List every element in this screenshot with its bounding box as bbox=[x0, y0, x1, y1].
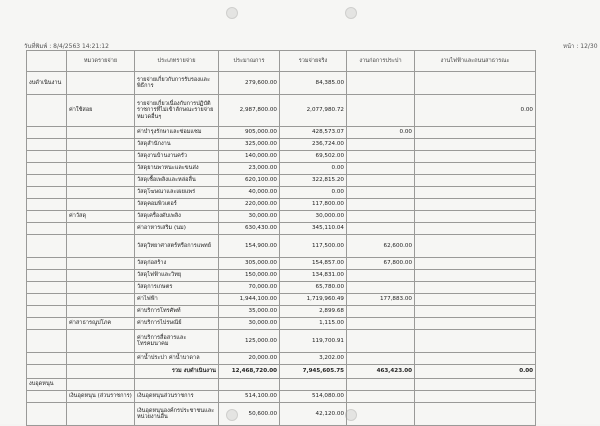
table-cell bbox=[347, 72, 415, 95]
table-cell: วัสดุก่อสร้าง bbox=[135, 258, 219, 270]
table-cell: 514,080.00 bbox=[280, 391, 347, 403]
table-cell bbox=[347, 318, 415, 330]
table-row bbox=[27, 72, 536, 95]
table-cell bbox=[415, 187, 536, 199]
table-cell: 125,000.00 bbox=[219, 330, 280, 353]
table-row bbox=[27, 163, 536, 175]
table-cell: 20,000.00 bbox=[219, 353, 280, 365]
table-cell bbox=[415, 139, 536, 151]
table-cell: 1,719,960.49 bbox=[280, 294, 347, 306]
table-cell bbox=[415, 330, 536, 353]
table-cell bbox=[67, 175, 135, 187]
table-cell: 1,944,100.00 bbox=[219, 294, 280, 306]
table-cell bbox=[67, 353, 135, 365]
table-cell bbox=[67, 306, 135, 318]
table-row bbox=[27, 235, 536, 258]
table-cell bbox=[67, 127, 135, 139]
table-cell bbox=[27, 211, 67, 223]
table-cell bbox=[27, 270, 67, 282]
table-body bbox=[27, 72, 536, 426]
table-cell: 117,800.00 bbox=[280, 199, 347, 211]
table-cell: 428,573.07 bbox=[280, 127, 347, 139]
table-cell: วัสดุเครื่องดับเพลิง bbox=[135, 211, 219, 223]
table-row bbox=[27, 95, 536, 127]
table-cell: วัสดุคอมพิวเตอร์ bbox=[135, 199, 219, 211]
table-cell bbox=[415, 163, 536, 175]
table-cell: วัสดุงานบ้านงานครัว bbox=[135, 151, 219, 163]
table-cell: รวม งบดำเนินงาน bbox=[135, 365, 219, 379]
table-cell: วัสดุเชื้อเพลิงและหล่อลื่น bbox=[135, 175, 219, 187]
table-cell bbox=[27, 223, 67, 235]
table-cell bbox=[67, 270, 135, 282]
table-cell bbox=[27, 187, 67, 199]
table-cell bbox=[415, 235, 536, 258]
table-cell: ค่าสาธารณูปโภค bbox=[67, 318, 135, 330]
table-row bbox=[27, 391, 536, 403]
table-cell: 30,000.00 bbox=[280, 211, 347, 223]
table-cell bbox=[27, 353, 67, 365]
table-cell: 620,100.00 bbox=[219, 175, 280, 187]
table-row bbox=[27, 270, 536, 282]
table-cell: 119,700.91 bbox=[280, 330, 347, 353]
table-row bbox=[27, 379, 536, 391]
table-cell bbox=[135, 379, 219, 391]
table-cell bbox=[347, 199, 415, 211]
table-cell bbox=[67, 151, 135, 163]
table-cell bbox=[27, 306, 67, 318]
table-cell: 150,000.00 bbox=[219, 270, 280, 282]
table-cell bbox=[67, 330, 135, 353]
table-cell: 1,115.00 bbox=[280, 318, 347, 330]
punch-hole-top bbox=[345, 7, 357, 19]
table-cell: 140,000.00 bbox=[219, 151, 280, 163]
table-cell: 62,600.00 bbox=[347, 235, 415, 258]
table-cell: 236,724.00 bbox=[280, 139, 347, 151]
table-cell: งบอุดหนุน bbox=[27, 379, 67, 391]
table-cell bbox=[27, 258, 67, 270]
table-cell: 0.00 bbox=[415, 365, 536, 379]
print-date: วันที่พิมพ์ : 8/4/2563 14:21:12 bbox=[24, 43, 109, 50]
table-cell bbox=[347, 163, 415, 175]
table-cell bbox=[347, 270, 415, 282]
table-cell: 0.00 bbox=[347, 127, 415, 139]
table-cell bbox=[415, 379, 536, 391]
table-cell bbox=[27, 127, 67, 139]
column-header: ประเภทรายจ่าย bbox=[135, 51, 219, 72]
table-row bbox=[27, 199, 536, 211]
table-cell bbox=[347, 379, 415, 391]
table-cell bbox=[347, 95, 415, 127]
table-cell bbox=[347, 353, 415, 365]
table-row bbox=[27, 211, 536, 223]
table-cell: 0.00 bbox=[415, 95, 536, 127]
table-cell: 2,899.68 bbox=[280, 306, 347, 318]
table-cell: 30,000.00 bbox=[219, 211, 280, 223]
table-cell bbox=[27, 199, 67, 211]
table-row bbox=[27, 403, 536, 426]
table-cell bbox=[415, 318, 536, 330]
table-cell bbox=[415, 199, 536, 211]
table-cell bbox=[27, 282, 67, 294]
column-header: รวมจ่ายจริง bbox=[280, 51, 347, 72]
table-row bbox=[27, 353, 536, 365]
table-cell bbox=[67, 223, 135, 235]
table-cell bbox=[347, 306, 415, 318]
table-row bbox=[27, 306, 536, 318]
table-cell: 514,100.00 bbox=[219, 391, 280, 403]
table-cell bbox=[415, 223, 536, 235]
table-cell: 30,000.00 bbox=[219, 318, 280, 330]
table-cell bbox=[67, 282, 135, 294]
table-cell: 70,000.00 bbox=[219, 282, 280, 294]
table-cell bbox=[67, 187, 135, 199]
table-cell bbox=[347, 211, 415, 223]
table-cell: รายจ่ายเกี่ยวกับการรับรองและพิธีการ bbox=[135, 72, 219, 95]
table-row bbox=[27, 151, 536, 163]
table-cell bbox=[347, 139, 415, 151]
page-number: หน้า : 12/30 bbox=[563, 43, 598, 50]
table-cell: 630,430.00 bbox=[219, 223, 280, 235]
table-cell: 220,000.00 bbox=[219, 199, 280, 211]
table-cell bbox=[347, 175, 415, 187]
table-cell: เงินอุดหนุนส่วนราชการ bbox=[135, 391, 219, 403]
table-cell bbox=[27, 175, 67, 187]
table-cell bbox=[67, 365, 135, 379]
table-row bbox=[27, 223, 536, 235]
table-cell: 2,077,980.72 bbox=[280, 95, 347, 127]
table-cell: 279,600.00 bbox=[219, 72, 280, 95]
column-header: หมวดรายจ่าย bbox=[67, 51, 135, 72]
table-cell bbox=[347, 282, 415, 294]
punch-hole-top bbox=[226, 7, 238, 19]
table-cell bbox=[67, 139, 135, 151]
table-cell bbox=[67, 199, 135, 211]
table-cell: 154,857.00 bbox=[280, 258, 347, 270]
table-cell: วัสดุโฆษณาและเผยแพร่ bbox=[135, 187, 219, 199]
table-cell: 42,120.00 bbox=[280, 403, 347, 426]
table-cell: 2,987,800.00 bbox=[219, 95, 280, 127]
table-cell bbox=[27, 330, 67, 353]
table-cell: 154,900.00 bbox=[219, 235, 280, 258]
table-cell bbox=[415, 151, 536, 163]
budget-table bbox=[26, 50, 536, 426]
table-cell: ค่าบำรุงรักษาและซ่อมแซม bbox=[135, 127, 219, 139]
table-cell: ค่าอาหารเสริม (นม) bbox=[135, 223, 219, 235]
table-cell bbox=[27, 235, 67, 258]
table-cell bbox=[415, 258, 536, 270]
column-header: ประมาณการ bbox=[219, 51, 280, 72]
table-cell bbox=[67, 294, 135, 306]
table-cell bbox=[27, 318, 67, 330]
table-cell: ค่าบริการไปรษณีย์ bbox=[135, 318, 219, 330]
table-cell: 177,883.00 bbox=[347, 294, 415, 306]
table-cell: เงินอุดหนุน (ส่วนราชการ) bbox=[67, 391, 135, 403]
table-cell bbox=[347, 187, 415, 199]
table-cell: 69,502.00 bbox=[280, 151, 347, 163]
table-cell bbox=[347, 403, 415, 426]
total-row bbox=[27, 365, 536, 379]
table-cell: 134,831.00 bbox=[280, 270, 347, 282]
table-cell: ค่าไฟฟ้า bbox=[135, 294, 219, 306]
table-cell bbox=[27, 139, 67, 151]
table-cell: ค่าวัสดุ bbox=[67, 211, 135, 223]
table-cell bbox=[415, 306, 536, 318]
table-cell: วัสดุสำนักงาน bbox=[135, 139, 219, 151]
table-row bbox=[27, 282, 536, 294]
table-cell: 905,000.00 bbox=[219, 127, 280, 139]
table-cell bbox=[347, 223, 415, 235]
table-cell bbox=[280, 379, 347, 391]
table-cell: 117,500.00 bbox=[280, 235, 347, 258]
table-row bbox=[27, 127, 536, 139]
table-cell bbox=[67, 72, 135, 95]
table-row bbox=[27, 258, 536, 270]
table-cell: เงินอุดหนุนองค์กรประชาชนและหน่วยงานอื่น bbox=[135, 403, 219, 426]
table-cell bbox=[415, 72, 536, 95]
column-header: งานไฟฟ้าและถนนสาธารณะ bbox=[415, 51, 536, 72]
table-cell: 3,202.00 bbox=[280, 353, 347, 365]
table-cell: 322,815.20 bbox=[280, 175, 347, 187]
table-row bbox=[27, 175, 536, 187]
table-cell: 0.00 bbox=[280, 187, 347, 199]
table-cell bbox=[67, 163, 135, 175]
table-cell: 40,000.00 bbox=[219, 187, 280, 199]
table-cell: 7,945,605.75 bbox=[280, 365, 347, 379]
table-cell bbox=[415, 282, 536, 294]
table-cell bbox=[415, 403, 536, 426]
table-cell bbox=[415, 211, 536, 223]
table-cell: ค่าบริการสื่อสารและโทรคมนาคม bbox=[135, 330, 219, 353]
table-cell bbox=[27, 403, 67, 426]
table-cell bbox=[67, 379, 135, 391]
table-cell: วัสดุวิทยาศาสตร์หรือการแพทย์ bbox=[135, 235, 219, 258]
table-cell bbox=[27, 391, 67, 403]
table-cell bbox=[219, 379, 280, 391]
table-cell: วัสดุไฟฟ้าและวิทยุ bbox=[135, 270, 219, 282]
table-cell bbox=[415, 391, 536, 403]
table-row bbox=[27, 294, 536, 306]
table-cell: งบดำเนินงาน bbox=[27, 72, 67, 95]
table-cell: 65,780.00 bbox=[280, 282, 347, 294]
table-cell: ค่าบริการโทรศัพท์ bbox=[135, 306, 219, 318]
table-cell: 305,000.00 bbox=[219, 258, 280, 270]
table-header-row bbox=[27, 51, 536, 72]
table-cell: 345,110.04 bbox=[280, 223, 347, 235]
table-cell bbox=[415, 270, 536, 282]
column-header: งานก่อการประปา bbox=[347, 51, 415, 72]
table-row bbox=[27, 318, 536, 330]
table-cell: 67,800.00 bbox=[347, 258, 415, 270]
table-row bbox=[27, 139, 536, 151]
table-cell: 325,000.00 bbox=[219, 139, 280, 151]
table-cell bbox=[27, 163, 67, 175]
table-cell: วัสดุการเกษตร bbox=[135, 282, 219, 294]
table-cell bbox=[347, 151, 415, 163]
table-cell bbox=[67, 258, 135, 270]
table-cell: วัสดุยานพาหนะและขนส่ง bbox=[135, 163, 219, 175]
table-cell bbox=[415, 294, 536, 306]
table-cell: 50,600.00 bbox=[219, 403, 280, 426]
table-cell: 463,423.00 bbox=[347, 365, 415, 379]
table-cell: 23,000.00 bbox=[219, 163, 280, 175]
table-cell bbox=[27, 294, 67, 306]
table-cell bbox=[347, 330, 415, 353]
table-cell bbox=[347, 391, 415, 403]
table-cell: 84,385.00 bbox=[280, 72, 347, 95]
table-cell bbox=[415, 353, 536, 365]
table-cell: 12,468,720.00 bbox=[219, 365, 280, 379]
table-cell bbox=[67, 235, 135, 258]
table-cell: ค่าใช้สอย bbox=[67, 95, 135, 127]
table-row bbox=[27, 187, 536, 199]
table-cell bbox=[27, 365, 67, 379]
column-header bbox=[27, 51, 67, 72]
table-cell bbox=[67, 403, 135, 426]
table-cell bbox=[415, 175, 536, 187]
table-cell: 35,000.00 bbox=[219, 306, 280, 318]
table-cell bbox=[415, 127, 536, 139]
table-row bbox=[27, 330, 536, 353]
table-cell bbox=[27, 151, 67, 163]
table-cell bbox=[27, 95, 67, 127]
table-cell: ค่าน้ำประปา ค่าน้ำบาดาล bbox=[135, 353, 219, 365]
table-cell: 0.00 bbox=[280, 163, 347, 175]
table-cell: รายจ่ายเกี่ยวเนื่องกับการปฏิบัติราชการที่ไม่เข้าลักษณะรายจ่ายหมวดอื่นๆ bbox=[135, 95, 219, 127]
